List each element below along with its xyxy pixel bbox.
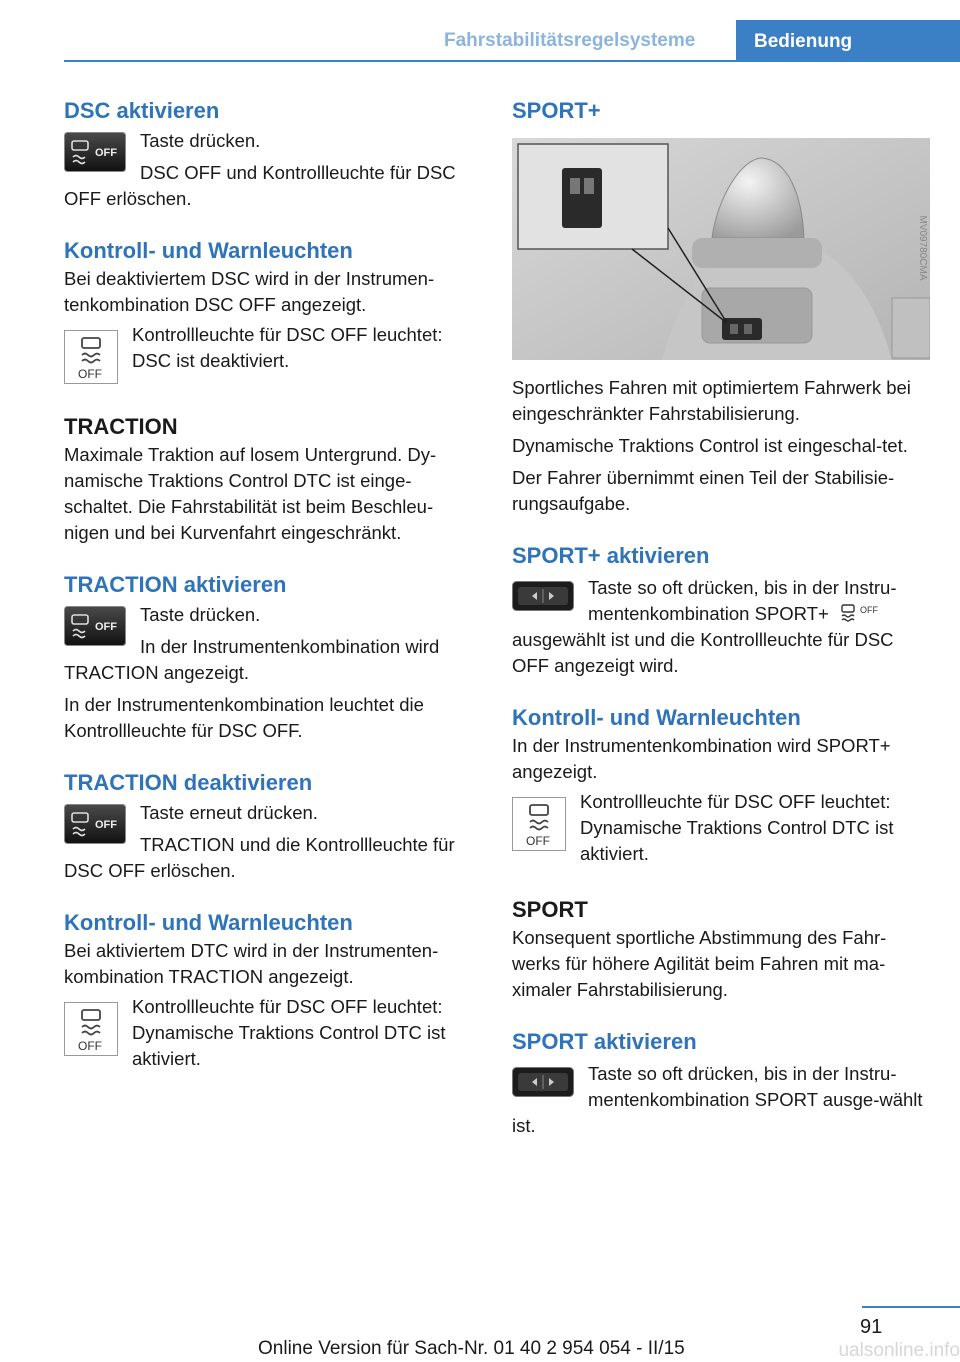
dsc-off-inline-icon (840, 603, 882, 623)
body-text: Bei aktiviertem DTC wird in der Instrumenten-kombination TRACTION angezeigt. (64, 940, 439, 987)
page-number: 91 (860, 1316, 883, 1338)
heading-dsc-activate: DSC aktivieren (64, 98, 220, 123)
heading-sportplus: SPORT+ (512, 98, 601, 123)
body-text: ausgewählt ist und die Kontrollleuchte für DSC OFF angezeigt wird. (512, 629, 894, 676)
step-text (512, 575, 930, 627)
page-header (0, 0, 960, 64)
step-text: Taste drücken. (140, 130, 261, 151)
svg-text:OFF: OFF (78, 1039, 102, 1053)
chapter-title: Fahrstabilitätsregelsysteme (444, 30, 696, 51)
dsc-off-warning-icon (512, 797, 566, 851)
heading-sportplus-activate: SPORT+ aktivieren (512, 543, 710, 568)
heading-warning-lights: Kontroll- und Warnleuchten (512, 705, 801, 730)
svg-text:OFF: OFF (859, 605, 878, 615)
dsc-off-button-icon (64, 606, 126, 646)
step-traction-deactivate (64, 800, 478, 884)
body-text: Sportliches Fahren mit optimiertem Fahrwerk bei eingeschränkter Fahrstabilisierung. (512, 377, 911, 424)
step-text: DSC OFF und Kontrollleuchte für DSC OFF erlöschen. (64, 162, 456, 209)
online-version-note: Online Version für Sach-Nr. 01 40 2 954 054 - II/15 (258, 1338, 685, 1359)
body-text: Dynamische Traktions Control ist eingeschal-tet. (512, 435, 908, 456)
dsc-off-warning-icon (64, 1002, 118, 1056)
indicator-text: Kontrollleuchte für DSC OFF leuchtet: Dynamische Traktions Control DTC ist aktiviert. (580, 791, 894, 864)
step-text: TRACTION und die Kontrollleuchte für DSC OFF erlöschen. (64, 834, 455, 881)
page-number-rule (862, 1306, 960, 1308)
indicator-row (64, 996, 478, 1072)
section-tab-label: Bedienung (754, 31, 853, 52)
svg-text:OFF: OFF (95, 819, 117, 831)
heading-traction: TRACTION (64, 414, 178, 439)
indicator-text: Kontrollleuchte für DSC OFF leuchtet: DSC ist deaktiviert. (132, 324, 443, 371)
svg-text:OFF: OFF (95, 621, 117, 633)
right-column (512, 96, 930, 1139)
body-text: Bei deaktiviertem DSC wird in der Instrumen-tenkombination DSC OFF angezeigt. (64, 268, 435, 315)
body-text: Konsequent sportliche Abstimmung des Fahr-werks für höhere Agilität beim Fahren mit ma-ximaler Fahrstabilisierung. (512, 927, 887, 1000)
dsc-off-button-icon (64, 804, 126, 844)
body-text: In der Instrumentenkombination wird SPORT+ angezeigt. (512, 735, 891, 782)
heading-traction-deactivate: TRACTION deaktivieren (64, 770, 313, 795)
indicator-text: Kontrollleuchte für DSC OFF leuchtet: Dynamische Traktions Control DTC ist aktiviert. (132, 996, 446, 1069)
body-text: Maximale Traktion auf losem Untergrund. Dy-namische Traktions Control DTC ist einge-schaltet. Die Fahrstabilität ist beim Beschleu-nigen und bei Kurvenfahrt eingeschränkt. (64, 444, 437, 543)
body-text: In der Instrumentenkombination leuchtet die Kontrollleuchte für DSC OFF. (64, 694, 424, 741)
image-code: MV09780CMA (917, 215, 928, 281)
rocker-switch-icon (512, 1067, 574, 1097)
heading-warning-lights: Kontroll- und Warnleuchten (64, 910, 353, 935)
heading-sport: SPORT (512, 897, 588, 922)
step-sport-activate (512, 1061, 930, 1139)
indicator-row (64, 324, 478, 384)
gear-selector-photo (512, 138, 930, 360)
dsc-off-button-icon (64, 132, 126, 172)
left-column (64, 96, 478, 1072)
step-text: In der Instrumentenkombination wird TRACTION angezeigt. (64, 636, 440, 683)
step-text: Taste so oft drücken, bis in der Instru-mentenkombination SPORT ausge-wählt ist. (512, 1063, 923, 1136)
heading-sport-activate: SPORT aktivieren (512, 1029, 697, 1054)
svg-text:OFF: OFF (95, 147, 117, 159)
indicator-row (512, 791, 930, 867)
step-sportplus-activate (512, 575, 930, 627)
step-text: Taste drücken. (140, 604, 261, 625)
watermark: ualsonline.info (838, 1340, 960, 1361)
step-text-part: Taste so oft drücken, bis in der Instru-mentenkombination SPORT+ (588, 577, 897, 624)
svg-text:OFF: OFF (78, 367, 102, 381)
step-text: Taste erneut drücken. (140, 802, 318, 823)
heading-warning-lights: Kontroll- und Warnleuchten (64, 238, 353, 263)
header-rule (64, 60, 736, 62)
section-tab (736, 20, 960, 62)
step-traction-activate (64, 602, 478, 686)
rocker-switch-icon (512, 581, 574, 611)
body-text: Der Fahrer übernimmt einen Teil der Stabilisie-rungsaufgabe. (512, 467, 895, 514)
heading-traction-activate: TRACTION aktivieren (64, 572, 287, 597)
step-dsc-activate (64, 128, 478, 212)
svg-text:OFF: OFF (526, 834, 550, 848)
dsc-off-warning-icon (64, 330, 118, 384)
